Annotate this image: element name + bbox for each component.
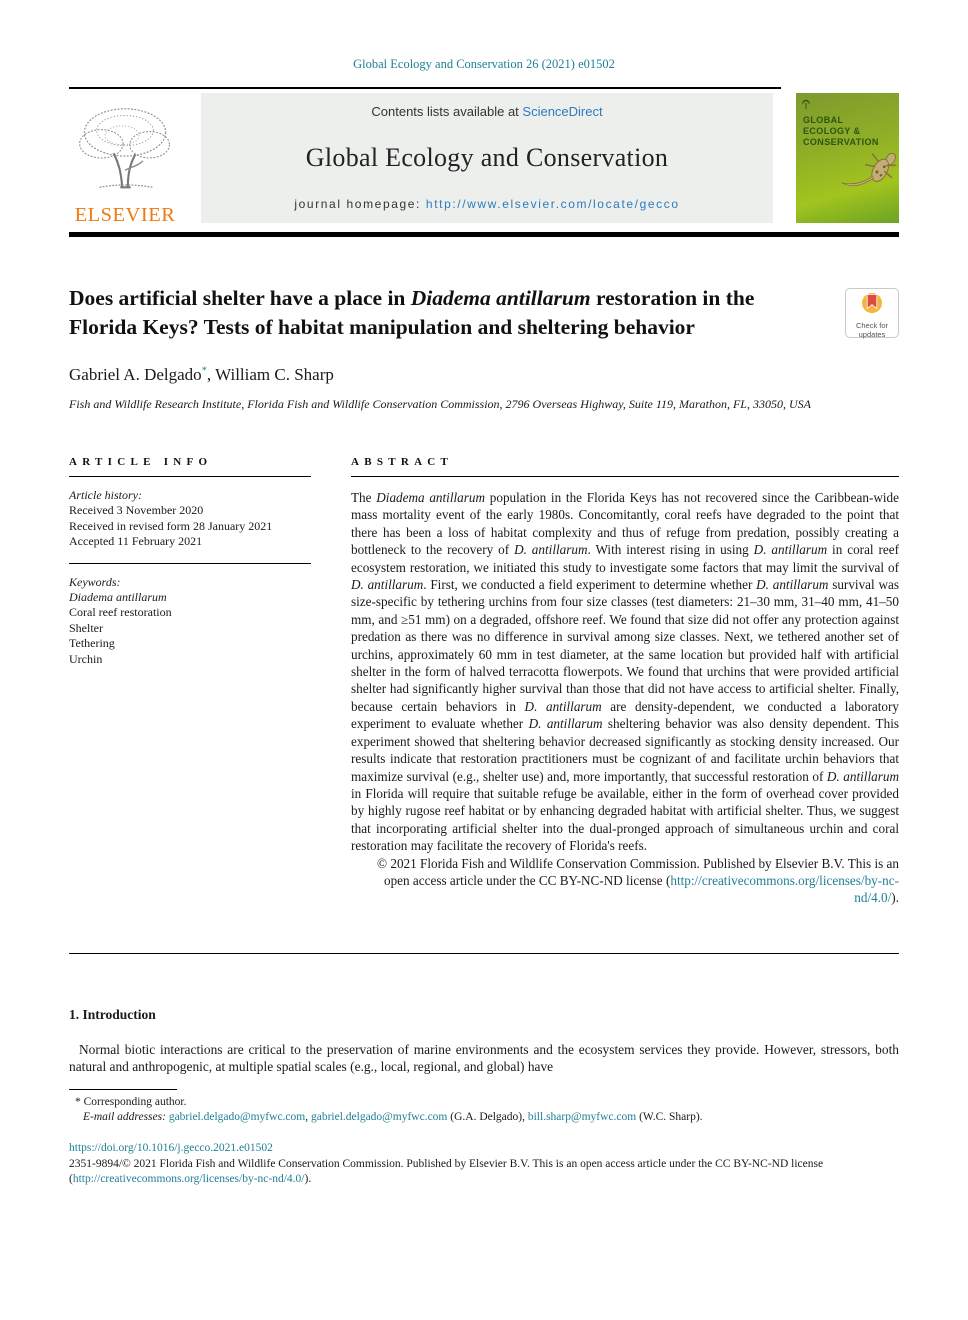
- contents-prefix: Contents lists available at: [371, 104, 523, 119]
- abstract-column: [351, 456, 899, 907]
- text-segment: Gabriel A. Delgado: [69, 365, 202, 384]
- text-segment: Does artificial shelter have a place in: [69, 286, 411, 310]
- authors-line: [69, 365, 899, 385]
- inline-link[interactable]: licenses/by-nc-nd/4.0/: [819, 872, 899, 906]
- inline-link[interactable]: http://creativecommons.org/: [670, 872, 820, 888]
- text-segment: E-mail addresses:: [83, 1110, 169, 1123]
- keywords-label: Keywords:: [69, 574, 121, 589]
- homepage-prefix: journal homepage:: [294, 197, 426, 211]
- email-addresses-line: [69, 1111, 899, 1123]
- cover-title-line: ECOLOGY &: [803, 126, 861, 136]
- text-segment: D. antillarum: [826, 768, 899, 784]
- keywords-rule: [69, 563, 311, 564]
- text-segment: D. antillarum: [524, 698, 602, 714]
- journal-homepage-link[interactable]: http://www.elsevier.com/locate/gecco: [425, 197, 680, 211]
- text-segment: in coral reef ecosystem restoration, we initiated this study to investigate some factors that may limit the survival of: [351, 542, 899, 575]
- keyword-item: Urchin: [69, 651, 103, 666]
- introduction-heading: 1. Introduction: [69, 1006, 156, 1022]
- header-top-rule: [69, 87, 781, 89]
- section-divider-rule: [69, 953, 899, 954]
- article-info-column: [69, 456, 311, 907]
- affiliation: Fish and Wildlife Research Institute, Florida Fish and Wildlife Conservation Commission, 2796 Overseas Highway, Suite 119, Marathon, FL, 33050, USA: [69, 397, 811, 411]
- cover-title-line: GLOBAL: [803, 115, 844, 125]
- inline-link[interactable]: gabriel.delgado@myfwc.com: [310, 1110, 448, 1123]
- elsevier-logo[interactable]: [69, 93, 181, 227]
- inline-link[interactable]: *: [201, 365, 207, 377]
- header-bottom-rule: [69, 232, 899, 237]
- gecko-icon: [837, 142, 899, 221]
- text-segment: D. antillarum: [514, 542, 588, 558]
- text-segment: (W.C. Sharp).: [636, 1110, 703, 1123]
- footnote-divider: [69, 1089, 177, 1090]
- text-segment: ).: [891, 890, 899, 906]
- text-segment: (G.A. Delgado),: [447, 1110, 528, 1123]
- text-segment: are density-dependent, we conducted a laboratory experiment to evaluate whether: [351, 698, 899, 732]
- introduction-paragraph: Normal biotic interactions are critical to the preservation of marine environments and the ecosystem services they provide. However, stressors, both natural and anthropogenic, at multiple spatial scales (e.g., local, regional, and global) have: [69, 1041, 899, 1075]
- text-segment: D. antillarum: [528, 716, 603, 732]
- sciencedirect-link[interactable]: ScienceDirect: [522, 104, 603, 119]
- keyword-item: Coral reef restoration: [69, 605, 172, 619]
- journal-header: [69, 87, 899, 237]
- header-masthead-box: [201, 93, 773, 223]
- homepage-line: [211, 197, 763, 211]
- text-segment: 2351-9894/© 2021 Florida Fish and Wildlife Conservation Commission. Published by Elsevier B.V. This is an open access article under the CC BY-NC-ND license (: [69, 1157, 824, 1185]
- inline-link[interactable]: bill.sharp@myfwc.com: [527, 1110, 637, 1123]
- text-segment: . With interest rising in using: [587, 542, 754, 558]
- journal-citation-line: Global Ecology and Conservation 26 (2021) e01502: [353, 57, 615, 71]
- article-info-heading: ARTICLE INFO: [69, 456, 213, 468]
- article-history-item: Accepted 11 February 2021: [69, 534, 203, 548]
- text-segment: sheltering behavior was also density dependent. This experiment showed that sheltering behavior decreased significantly as stocking density increased. Our results indicate that restoration practitioners must be cognizant of and facilitate urchin behaviors that maximize survival (e.g., shelter use) and, more importantly, that successful restoration of: [351, 716, 900, 784]
- text-segment: population in the Florida Keys has not recovered since the Caribbean-wide mass mortality event of the early 1980s. Concomitantly, coral reefs have degraded to the point that there has been a loss of habitat complexity and thus of refuge from predation, possibly creating a bottleneck to the recovery of: [351, 490, 899, 558]
- abstract-rule: [351, 476, 899, 477]
- text-segment: . First, we conducted a field experiment to determine whether: [423, 577, 757, 593]
- text-segment: ).: [304, 1172, 312, 1185]
- keyword-item: Shelter: [69, 620, 103, 635]
- cover-title-line: CONSERVATION: [803, 137, 879, 147]
- text-segment: restoration in the Florida Keys? Tests of habitat manipulation and sheltering behavior: [69, 286, 755, 339]
- article-title: [69, 284, 781, 342]
- contents-line: [211, 104, 763, 119]
- elsevier-tree-icon: [73, 184, 177, 201]
- text-segment: Diadema antillarum: [376, 490, 486, 505]
- keyword-item: Diadema antillarum: [69, 589, 167, 604]
- text-segment: Diadema antillarum: [410, 286, 591, 310]
- abstract-copyright: [351, 855, 899, 907]
- text-segment: D. antillarum: [756, 577, 829, 593]
- abstract-body: [351, 489, 899, 855]
- keyword-item: Tethering: [69, 636, 115, 650]
- article-history-item: Received in revised form 28 January 2021: [69, 518, 273, 533]
- inline-link[interactable]: gabriel.delgado@myfwc.com: [168, 1110, 306, 1123]
- text-segment: survival was size-specific by tethering urchins from four size classes (test diameters: 21–30 mm, 31–40 mm, 41–50 mm, and ≥51 mm) on a degraded, offshore reef. We found that size did not offer any protection against predation as there was no difference in survival among size classes. Next, we tethered another set of urchins, approximately 60 mm in test diameter, at the same location but provided half with artificial shelter in the form of halved terracotta flowerpots. We found that urchins that were provided artificial shelter had significantly higher survival than those that did not have access to artificial shelter. Finally, because certain behaviors in: [351, 577, 899, 714]
- text-segment: D. antillarum: [753, 542, 828, 558]
- text-segment: ,: [305, 1110, 311, 1123]
- issn-copyright-line: [69, 1157, 899, 1187]
- elsevier-wordmark: ELSEVIER: [74, 204, 176, 226]
- cover-elsevier-mark-icon: [801, 97, 811, 109]
- article-history-label: Article history:: [69, 488, 142, 502]
- journal-title: Global Ecology and Conservation: [305, 143, 669, 172]
- check-updates-badge[interactable]: [845, 288, 899, 338]
- article-history-item: Received 3 November 2020: [69, 503, 204, 517]
- text-segment: , William C. Sharp: [206, 365, 334, 384]
- text-segment: D. antillarum: [351, 577, 424, 593]
- abstract-heading: ABSTRACT: [351, 456, 454, 468]
- text-segment: in Florida will require that suitable refuge be available, either in the form of overhead cover provided by highly rugose reef habitat or by enhancing degraded habitat with artificial shelter. Thus, we suggest that incorporating artificial shelter into the dual-pronged approach of simultaneous urchin and coral restoration may facilitate the recovery of Florida's reefs.: [351, 785, 899, 854]
- crossmark-icon: [857, 304, 887, 321]
- text-segment: The: [351, 490, 377, 505]
- article-info-rule: [69, 476, 311, 477]
- text-segment: © 2021 Florida Fish and Wildlife Conservation Commission. Published by Elsevier B.V. This is an open access article under the CC BY-NC-ND license (: [377, 855, 899, 888]
- doi-link[interactable]: https://doi.org/10.1016/j.gecco.2021.e01502: [69, 1141, 273, 1154]
- journal-cover-thumbnail[interactable]: [796, 93, 899, 223]
- corresponding-author-note: * Corresponding author.: [75, 1095, 187, 1108]
- inline-link[interactable]: http://creativecommons.org/licenses/by-nc-nd/4.0/: [72, 1172, 305, 1185]
- check-updates-label: Check for updates: [855, 321, 889, 339]
